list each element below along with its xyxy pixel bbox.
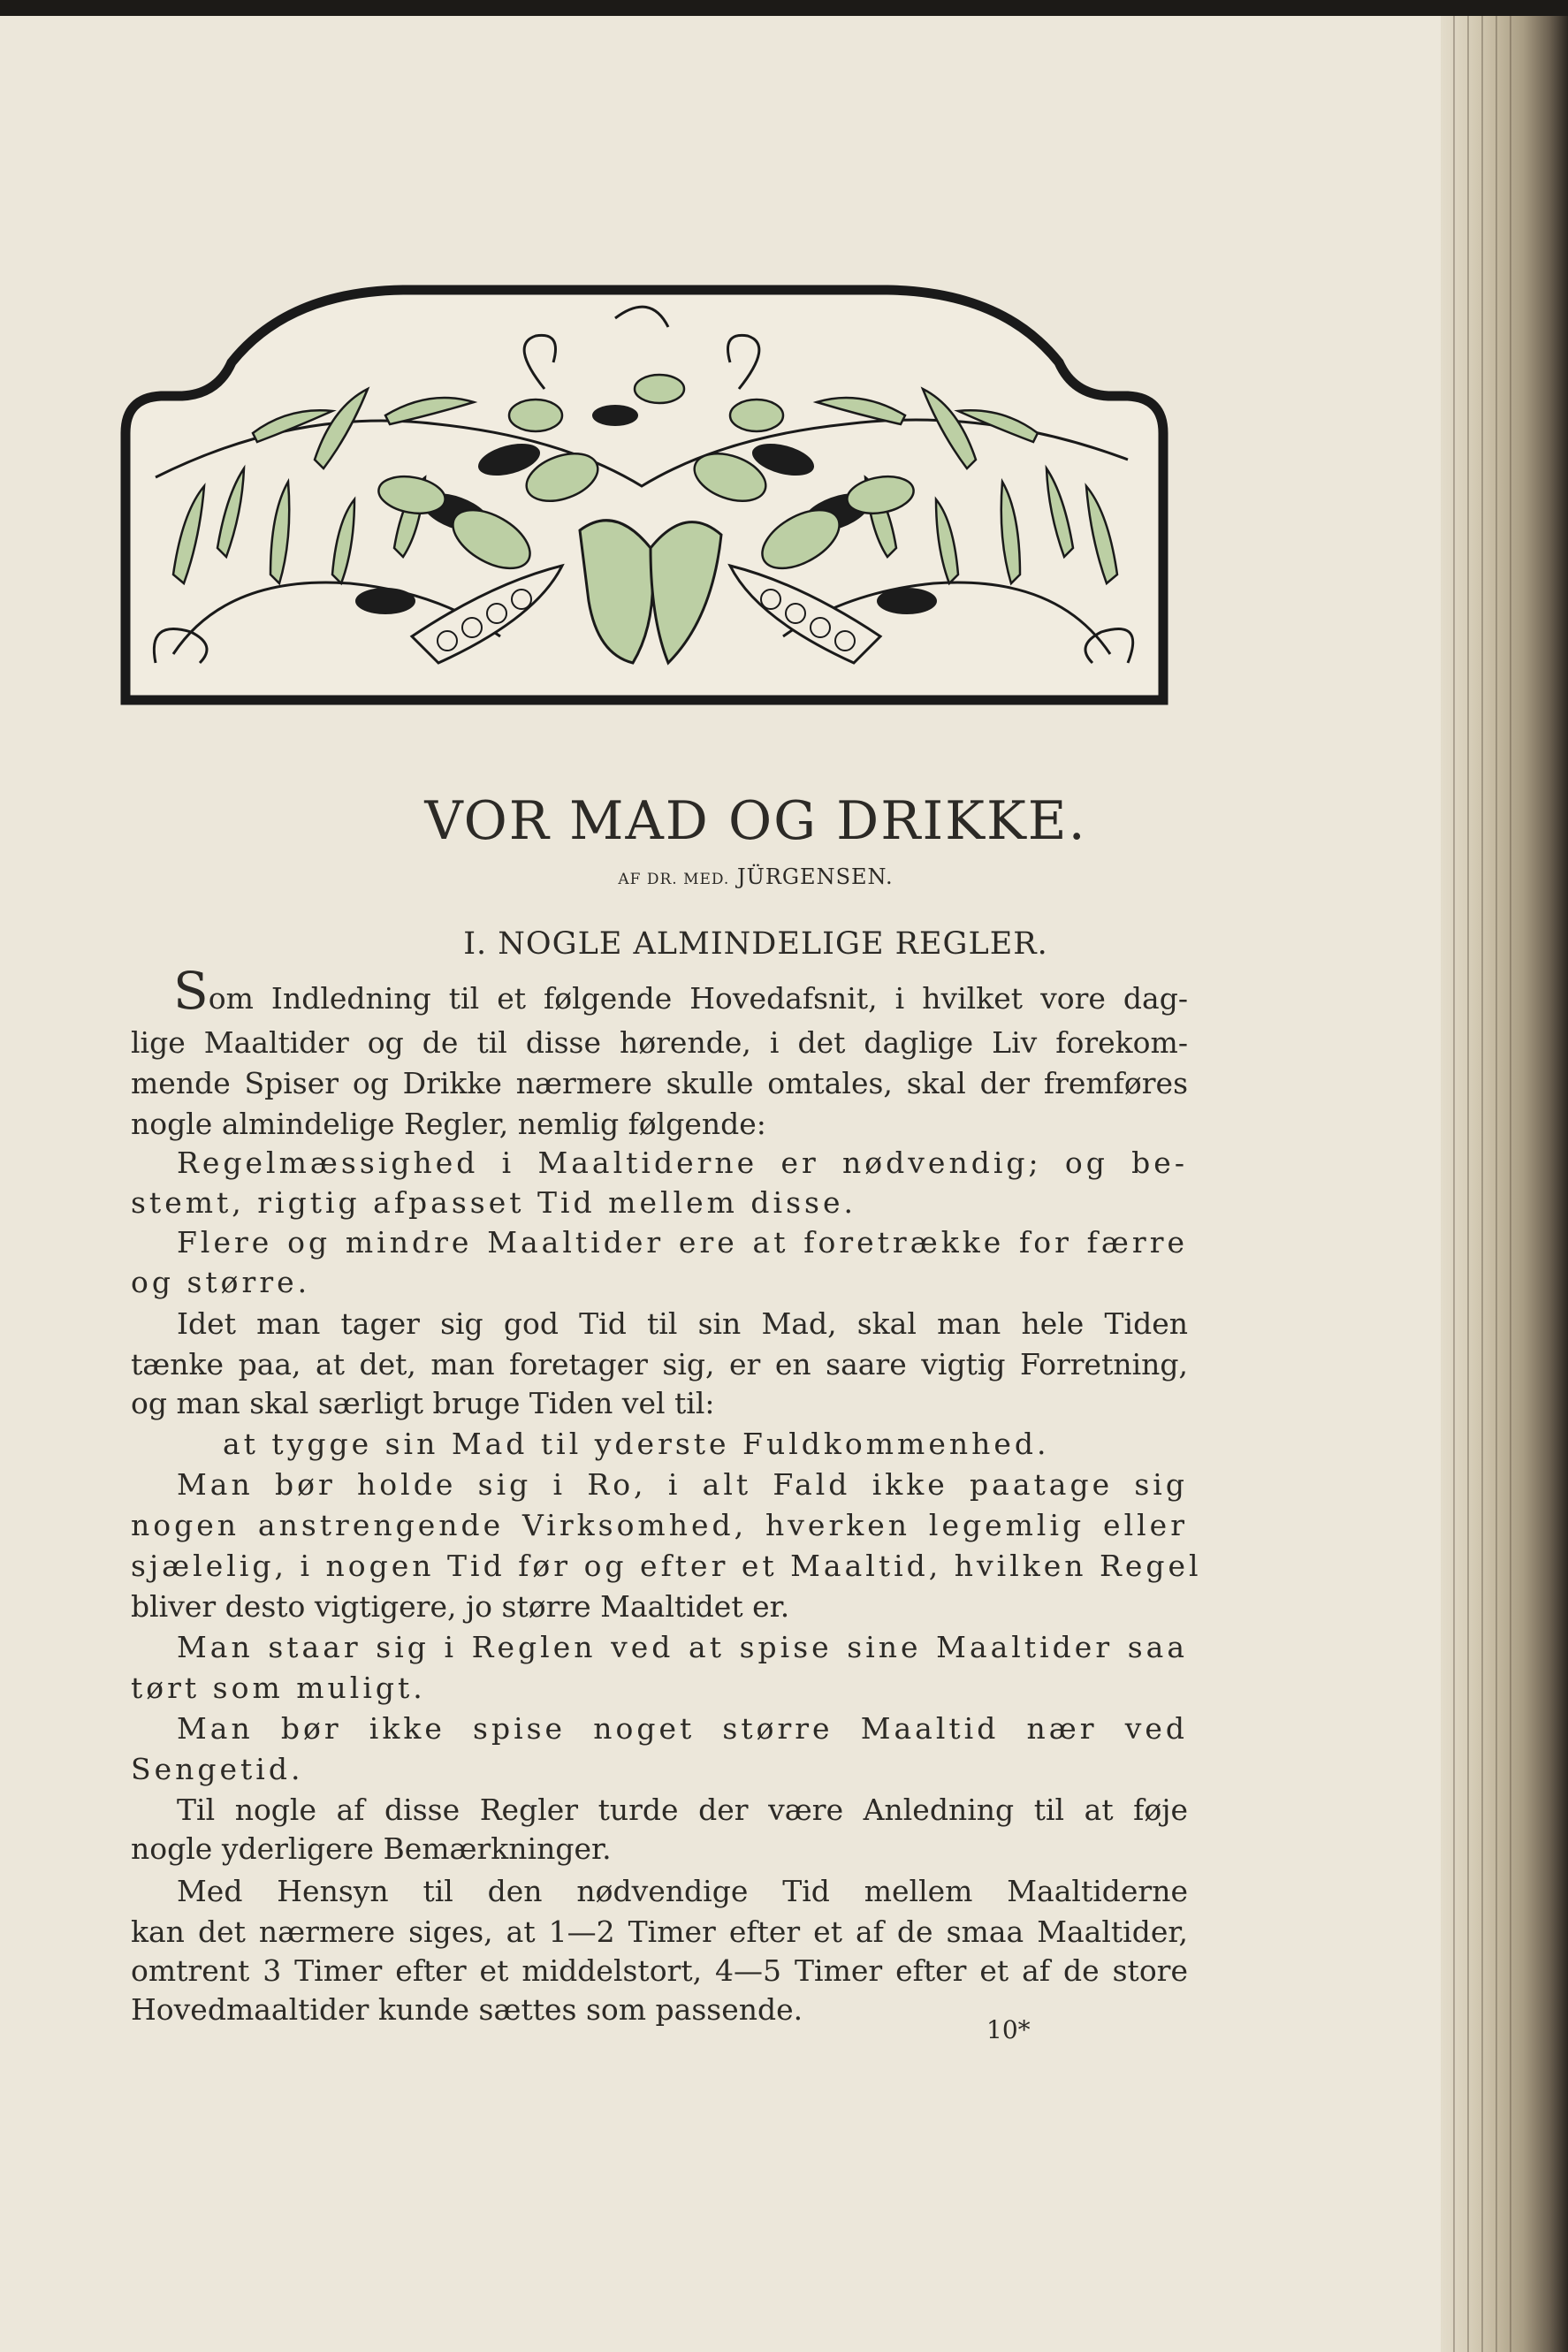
body-line: Man staar sig i Reglen ved at spise sine Maaltider saa: [177, 1630, 1188, 1664]
article-title: VOR MAD OG DRIKKE.: [424, 790, 1087, 852]
body-line: Idet man tager sig god Tid til sin Mad, skal man hele Tiden: [177, 1306, 1188, 1341]
book-page-edges: [1441, 16, 1568, 2352]
body-line: stemt, rigtig afpasset Tid mellem disse.: [131, 1185, 856, 1220]
drop-cap: S: [173, 961, 209, 1021]
pea-vine-headpiece-illustration: [120, 283, 1170, 707]
author-name: JÜRGENSEN.: [736, 864, 894, 889]
body-line: mende Spiser og Drikke nærmere skulle omtales, skal der fremføres: [131, 1066, 1188, 1100]
body-line: og man skal særligt bruge Tiden vel til:: [131, 1386, 715, 1420]
body-line: at tygge sin Mad til yderste Fuldkommenhed.: [223, 1427, 1050, 1461]
body-line: Man bør holde sig i Ro, i alt Fald ikke paatage sig: [177, 1467, 1188, 1502]
body-line: Sengetid.: [131, 1752, 304, 1786]
body-line: nogle almindelige Regler, nemlig følgende:: [131, 1107, 766, 1141]
body-line: bliver desto vigtigere, jo større Maaltidet er.: [131, 1589, 790, 1624]
body-line: Hovedmaaltider kunde sættes som passende.: [131, 1992, 803, 2027]
body-line: og større.: [131, 1265, 311, 1299]
byline-prefix: AF DR. MED.: [618, 871, 730, 888]
body-line: kan det nærmere siges, at 1—2 Timer efter et af de smaa Maaltider,: [131, 1914, 1188, 1949]
author-byline: [0, 864, 1458, 889]
body-line: lige Maaltider og de til disse hørende, i det daglige Liv forekom-: [131, 1025, 1188, 1060]
body-line: Regelmæssighed i Maaltiderne er nødvendig; og be-: [177, 1146, 1188, 1180]
body-line: nogen anstrengende Virksomhed, hverken legemlig eller: [131, 1508, 1188, 1542]
body-line: Som Indledning til et følgende Hovedafsnit, i hvilket vore dag-: [173, 961, 1188, 1021]
section-heading: I. NOGLE ALMINDELIGE REGLER.: [463, 926, 1048, 962]
body-line: omtrent 3 Timer efter et middelstort, 4—5 Timer efter et af de store: [131, 1953, 1188, 1988]
body-line: tørt som muligt.: [131, 1671, 426, 1705]
page-number: 10*: [986, 2015, 1031, 2044]
body-line: Flere og mindre Maaltider ere at foretrække for færre: [177, 1225, 1188, 1260]
body-line: Med Hensyn til den nødvendige Tid mellem Maaltiderne: [177, 1874, 1188, 1908]
body-line: nogle yderligere Bemærkninger.: [131, 1831, 612, 1866]
body-line: sjælelig, i nogen Tid før og efter et Maaltid, hvilken Regel: [131, 1549, 1202, 1583]
book-page: [0, 16, 1458, 2352]
body-line: Man bør ikke spise noget større Maaltid nær ved: [177, 1711, 1188, 1746]
body-line: tænke paa, at det, man foretager sig, er en saare vigtig Forretning,: [131, 1347, 1188, 1382]
body-line: Til nogle af disse Regler turde der være Anledning til at føje: [177, 1793, 1188, 1827]
